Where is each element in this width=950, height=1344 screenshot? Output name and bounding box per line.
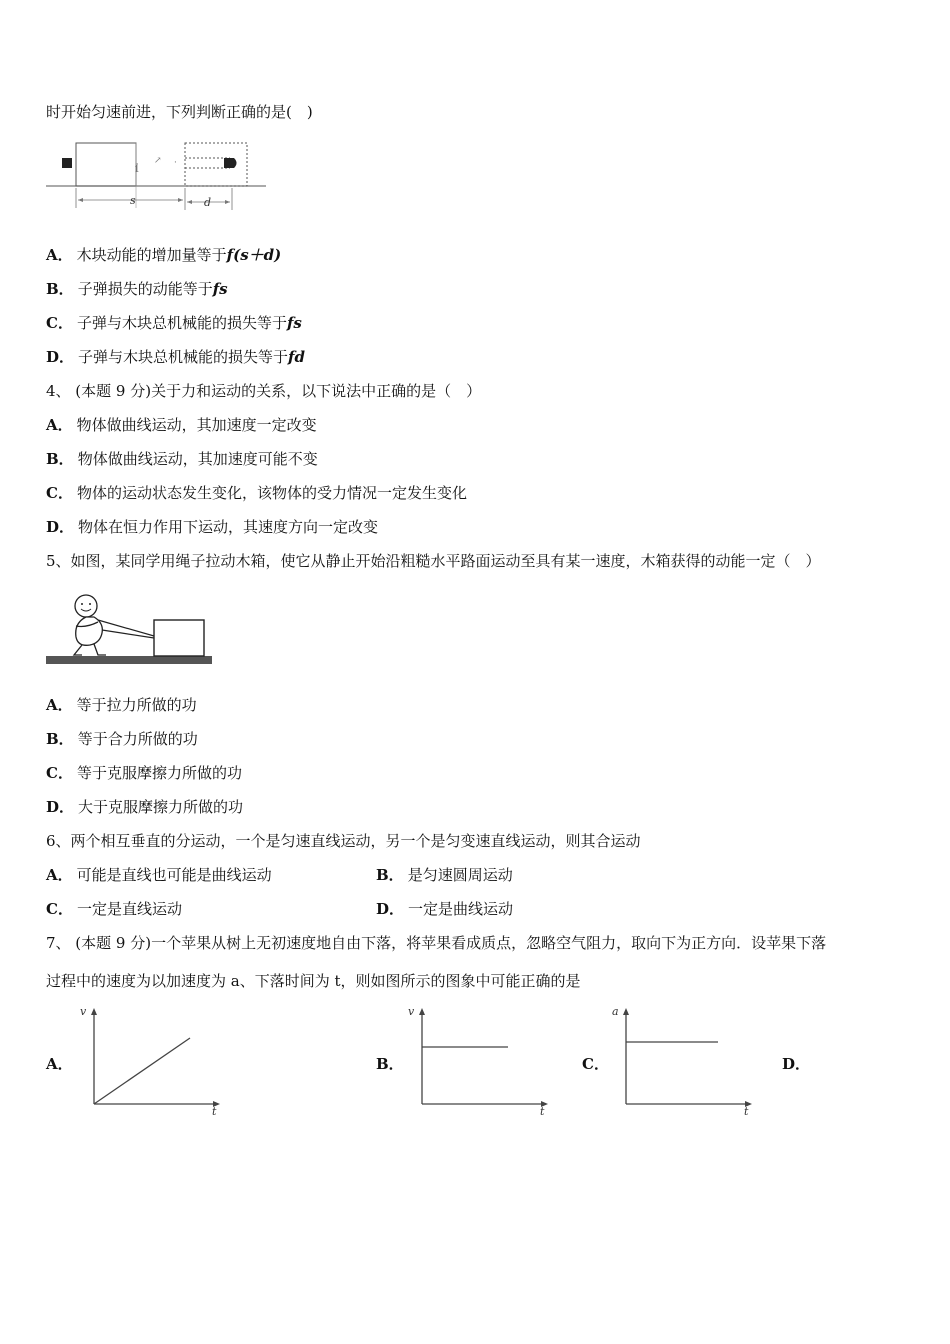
q3-option-a: A． 木块动能的增加量等于f(s＋d)	[46, 246, 282, 264]
bullet-block-figure	[40, 138, 270, 213]
q7-graph-d-label: D．	[782, 1055, 811, 1073]
q7-graph-c-label: C．	[582, 1055, 609, 1073]
graph-c-x-label: t	[744, 1105, 749, 1118]
graph-b-x-label: t	[540, 1105, 545, 1118]
graph-b-y-label: v	[408, 1005, 415, 1018]
q7-graph-c	[608, 1004, 758, 1116]
q7-stem-line1: 7、 (本题 9 分)一个苹果从树上无初速度地自由下落，将苹果看成质点，忽略空气阻力，取向下为正方向．设苹果下落	[46, 934, 827, 952]
q3-stem-tail: 时开始匀速前进，下列判断正确的是( )	[46, 103, 313, 121]
q3-option-b: B． 子弹损失的动能等于fs	[46, 280, 228, 298]
q4-option-c: C． 物体的运动状态发生变化，该物体的受力情况一定发生变化	[46, 484, 467, 502]
q3-option-c: C． 子弹与木块总机械能的损失等于fs	[46, 314, 302, 332]
graph-a-x-label: t	[212, 1105, 217, 1118]
q6-option-d: D． 一定是曲线运动	[376, 900, 514, 918]
q7-graph-a-label: A．	[46, 1055, 73, 1073]
graph-a-y-label: v	[80, 1005, 87, 1018]
q5-option-b: B． 等于合力所做的功	[46, 730, 198, 748]
svg-text:↗: ↗	[154, 156, 162, 166]
q5-option-d: D． 大于克服摩擦力所做的功	[46, 798, 244, 816]
q7-graph-a	[76, 1004, 226, 1116]
q6-option-c: C． 一定是直线运动	[46, 900, 182, 918]
q4-option-a: A． 物体做曲线运动，其加速度一定改变	[46, 416, 317, 434]
q7-graph-b	[404, 1004, 554, 1116]
q7-graph-b-label: B．	[376, 1055, 404, 1073]
q6-option-b: B． 是匀速圆周运动	[376, 866, 513, 884]
q4-option-b: B． 物体做曲线运动，其加速度可能不变	[46, 450, 318, 468]
q5-option-a: A． 等于拉力所做的功	[46, 696, 197, 714]
q6-option-a: A． 可能是直线也可能是曲线运动	[46, 866, 272, 884]
q4-stem: 4、 (本题 9 分)关于力和运动的关系，以下说法中正确的是（ ）	[46, 382, 482, 400]
q6-stem: 6、两个相互垂直的分运动，一个是匀速直线运动，另一个是匀变速直线运动，则其合运动	[46, 832, 641, 850]
q4-option-d: D． 物体在恒力作用下运动，其速度方向一定改变	[46, 518, 379, 536]
svg-text:·: ·	[174, 158, 177, 168]
svg-text:1: 1	[134, 165, 140, 175]
q5-stem: 5、如图，某同学用绳子拉动木箱，使它从静止开始沿粗糙水平路面运动至具有某一速度，木箱获得的动能一定（ ）	[46, 552, 821, 570]
figure-label-d: d	[204, 196, 212, 209]
person-pulling-box-figure	[46, 590, 216, 670]
graph-c-y-label: a	[612, 1005, 619, 1018]
q5-option-c: C． 等于克服摩擦力所做的功	[46, 764, 242, 782]
q3-option-d: D． 子弹与木块总机械能的损失等于fd	[46, 348, 305, 366]
figure-label-s: s	[130, 194, 136, 207]
q7-stem-line2: 过程中的速度为以加速度为 a、下落时间为 t，则如图所示的图象中可能正确的是	[46, 972, 581, 990]
